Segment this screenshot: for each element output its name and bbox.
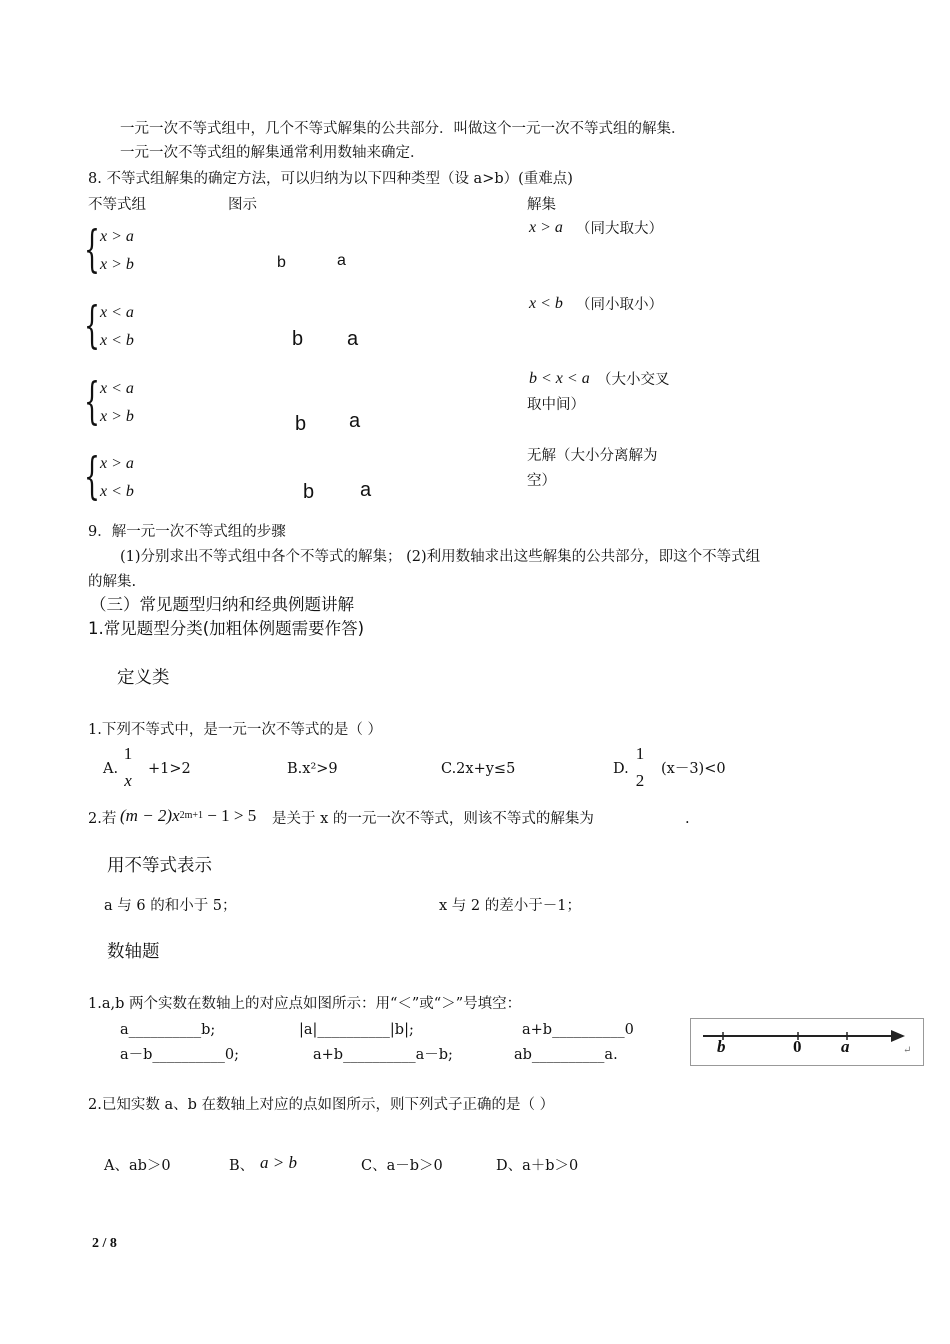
col-header-system: 不等式组 [88, 197, 146, 213]
system-ineq: x > b [100, 256, 134, 273]
question-1: 1.下列不等式中，是一元一次不等式的是（ ） [88, 722, 382, 738]
option-c: C.2x+y≤5 [441, 761, 516, 777]
option-a-label: A. [103, 761, 119, 777]
item9-title: 9．解一元一次不等式组的步骤 [88, 524, 286, 540]
numberline-label-0: 0 [793, 1037, 802, 1056]
figure-label-a: a [347, 328, 359, 350]
system-ineq: x < a [100, 304, 134, 321]
system-ineq: x > a [100, 228, 134, 245]
option-d-tail: (x－3)<0 [661, 761, 726, 777]
solution-text: （同小取小） [576, 297, 663, 313]
fill-blank: ab__________a. [514, 1047, 618, 1063]
section-title: （三）常见题型归纳和经典例题讲解 [90, 595, 354, 614]
solution-text-cont: 取中间） [527, 397, 585, 413]
arrow-head-icon [891, 1030, 905, 1042]
question-2-prefix: 2.若 [88, 811, 117, 827]
numberline-question-2: 2.已知实数 a、b 在数轴上对应的点如图所示，则下列式子正确的是（ ） [88, 1097, 555, 1113]
expression-rest: − 1 > 5 [203, 806, 257, 825]
solution-math: x < b [529, 295, 563, 312]
system-ineq: x < b [100, 332, 134, 349]
option-c: C、a－b＞0 [361, 1158, 443, 1174]
fill-blank: |a|__________|b|; [299, 1022, 414, 1038]
option-b: B.x²>9 [287, 761, 338, 777]
question-2-suffix: 是关于 x 的一元一次不等式，则该不等式的解集为 [272, 811, 594, 827]
fraction-numerator: 1 [635, 744, 645, 763]
figure-label-a: a [360, 479, 372, 501]
category-heading: 数轴题 [107, 942, 160, 962]
system-brace: { [84, 220, 100, 278]
intro-line-2: 一元一次不等式组的解集通常利用数轴来确定． [120, 145, 425, 161]
question-2-end: . [685, 811, 690, 827]
fraction-numerator: 1 [123, 744, 133, 763]
fraction-denominator: 2 [635, 771, 645, 790]
fraction-denominator: x [124, 771, 132, 790]
figure-label-b: b [292, 328, 304, 350]
category-heading: 用不等式表示 [107, 856, 212, 876]
expression-base: (m − 2)x [120, 806, 180, 825]
solution-text-cont: 空） [527, 473, 556, 489]
page-number: 2 / 8 [92, 1236, 117, 1251]
numberline-label-b: b [717, 1037, 726, 1056]
expression-exponent: 2m+1 [179, 810, 204, 821]
solution-text: （大小交叉 [597, 372, 670, 388]
item9-line-2: 的解集. [88, 574, 137, 590]
item9-line-1: (1)分别求出不等式组中各个不等式的解集； (2)利用数轴求出这些解集的公共部分，即这个不等式组 [120, 549, 761, 565]
system-ineq: x < a [100, 380, 134, 397]
fill-blank: a+b__________0 [522, 1022, 634, 1038]
item8-title: 8. 不等式组解集的确定方法，可以归纳为以下四种类型（设 a>b）(重难点) [88, 171, 573, 187]
option-a: A、ab＞0 [104, 1158, 171, 1174]
option-b-math: a > b [260, 1153, 297, 1172]
system-ineq: x > b [100, 408, 134, 425]
solution-math: b < x < a [529, 370, 590, 387]
option-b-label: B、 [229, 1158, 255, 1174]
solution-text: 无解（大小分离解为 [527, 448, 658, 464]
express-right: x 与 2 的差小于－1； [439, 898, 581, 914]
option-d-label: D. [613, 761, 629, 777]
numberline-label-a: a [841, 1037, 850, 1056]
system-brace: { [84, 372, 100, 430]
solution-text: （同大取大） [576, 221, 663, 237]
figure-label-b: b [295, 413, 307, 435]
figure-label-b: b [277, 254, 286, 271]
col-header-solution: 解集 [527, 197, 556, 213]
express-left: a 与 6 的和小于 5； [104, 898, 237, 914]
return-mark-icon: ↵ [903, 1045, 912, 1056]
option-a-tail: +1>2 [148, 761, 191, 777]
number-line-figure [690, 1018, 924, 1066]
intro-line-1: 一元一次不等式组中，几个不等式解集的公共部分．叫做这个一元一次不等式组的解集． [120, 121, 686, 137]
figure-label-b: b [303, 481, 315, 503]
figure-label-a: a [337, 252, 346, 269]
fill-blank: a__________b; [120, 1022, 216, 1038]
option-d: D、a＋b＞0 [496, 1158, 579, 1174]
system-brace: { [84, 296, 100, 354]
question-2-expression [120, 806, 256, 826]
solution-math: x > a [529, 219, 563, 236]
system-ineq: x < b [100, 483, 134, 500]
number-line-svg [691, 1019, 923, 1065]
fill-blank: a+b__________a－b; [313, 1047, 453, 1063]
col-header-figure: 图示 [228, 197, 257, 213]
system-brace: { [84, 447, 100, 505]
system-ineq: x > a [100, 455, 134, 472]
section-subtitle: 1.常见题型分类(加粗体例题需要作答) [88, 619, 365, 638]
category-heading: 定义类 [117, 668, 170, 688]
numberline-question-1: 1.a,b 两个实数在数轴上的对应点如图所示：用“＜”或“＞”号填空： [88, 996, 522, 1012]
fill-blank: a－b__________0; [120, 1047, 240, 1063]
figure-label-a: a [349, 410, 361, 432]
